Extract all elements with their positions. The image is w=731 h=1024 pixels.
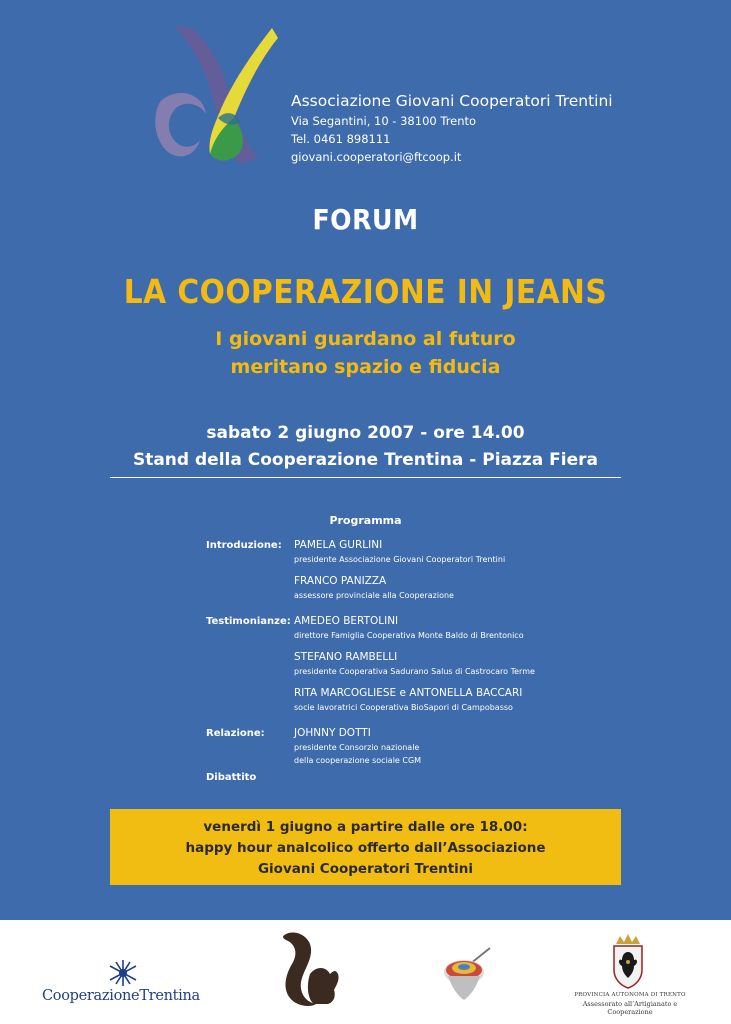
program-list xyxy=(206,538,626,775)
speaker-name: RITA MARCOGLIESE e ANTONELLA BACCARI xyxy=(294,687,523,699)
cooperazione-trentina-wordmark: CooperazioneTrentina xyxy=(42,988,200,1004)
program-row xyxy=(206,574,626,602)
section-testimonianze: Testimonianze: xyxy=(206,616,291,627)
association-info xyxy=(291,90,613,166)
speaker-name: JOHNNY DOTTI xyxy=(294,727,371,739)
association-address: Via Segantini, 10 - 38100 Trento xyxy=(291,114,477,128)
program-row xyxy=(206,686,626,714)
speaker-name: STEFANO RAMBELLI xyxy=(294,651,398,663)
cooperazione-star-icon xyxy=(106,958,140,988)
provincia-crest-icon xyxy=(610,934,646,990)
provincia-name: PROVINCIA AUTONOMA DI TRENTO xyxy=(574,992,686,998)
event-subtitle xyxy=(0,325,731,381)
program-row xyxy=(206,614,626,642)
spinning-top-icon xyxy=(440,944,496,1002)
speaker-role: presidente Associazione Giovani Cooperatori Trentini xyxy=(294,555,506,564)
speaker-role: assessore provinciale alla Cooperazione xyxy=(294,591,454,600)
provincia-assessorato: Assessorato all’Artigianato e Cooperazione xyxy=(582,1000,678,1016)
speaker-role: direttore Famiglia Cooperativa Monte Baldo di Brentonico xyxy=(294,631,524,640)
happy-hour-banner xyxy=(110,809,621,885)
squirrel-icon xyxy=(280,930,342,1008)
speaker-role-2: della cooperazione sociale CGM xyxy=(294,756,422,765)
speaker-name: FRANCO PANIZZA xyxy=(294,575,387,587)
event-title: LA COOPERAZIONE IN JEANS xyxy=(123,272,608,311)
happy-hour-line-2: happy hour analcolico offerto dall’Associazione xyxy=(185,840,546,856)
association-phone: Tel. 0461 898111 xyxy=(291,132,391,146)
program-row xyxy=(206,650,626,678)
happy-hour-line-1: venerdì 1 giugno a partire dalle ore 18.00: xyxy=(203,819,528,835)
giovani-cooperatori-logo xyxy=(148,26,278,166)
program-row xyxy=(206,726,626,767)
event-kind: FORUM xyxy=(312,203,419,236)
event-date: sabato 2 giugno 2007 - ore 14.00 xyxy=(206,423,525,443)
event-when-where xyxy=(0,420,731,474)
speaker-role: socie lavoratrici Cooperativa BioSapori di Campobasso xyxy=(294,703,513,712)
happy-hour-line-3: Giovani Cooperatori Trentini xyxy=(257,861,474,877)
program-row xyxy=(206,538,626,566)
program-title: Programma xyxy=(329,514,402,527)
divider xyxy=(110,477,621,478)
section-relazione: Relazione: xyxy=(206,728,265,739)
speaker-name: PAMELA GURLINI xyxy=(294,539,383,551)
provincia-trento-logo xyxy=(560,934,700,1014)
section-introduzione: Introduzione: xyxy=(206,540,282,551)
speaker-name: AMEDEO BERTOLINI xyxy=(294,615,399,627)
association-email[interactable]: giovani.cooperatori@ftcoop.it xyxy=(291,150,462,164)
speaker-role: presidente Consorzio nazionale xyxy=(294,743,420,752)
cooperazione-trentina-logo xyxy=(42,958,206,1008)
section-dibattito: Dibattito xyxy=(206,772,257,783)
subtitle-line-1: I giovani guardano al futuro xyxy=(215,328,516,350)
event-venue: Stand della Cooperazione Trentina - Piazza Fiera xyxy=(132,450,599,470)
subtitle-line-2: meritano spazio e fiducia xyxy=(230,356,501,378)
association-name: Associazione Giovani Cooperatori Trentini xyxy=(291,92,613,110)
speaker-role: presidente Cooperativa Sadurano Salus di Castrocaro Terme xyxy=(294,667,535,676)
